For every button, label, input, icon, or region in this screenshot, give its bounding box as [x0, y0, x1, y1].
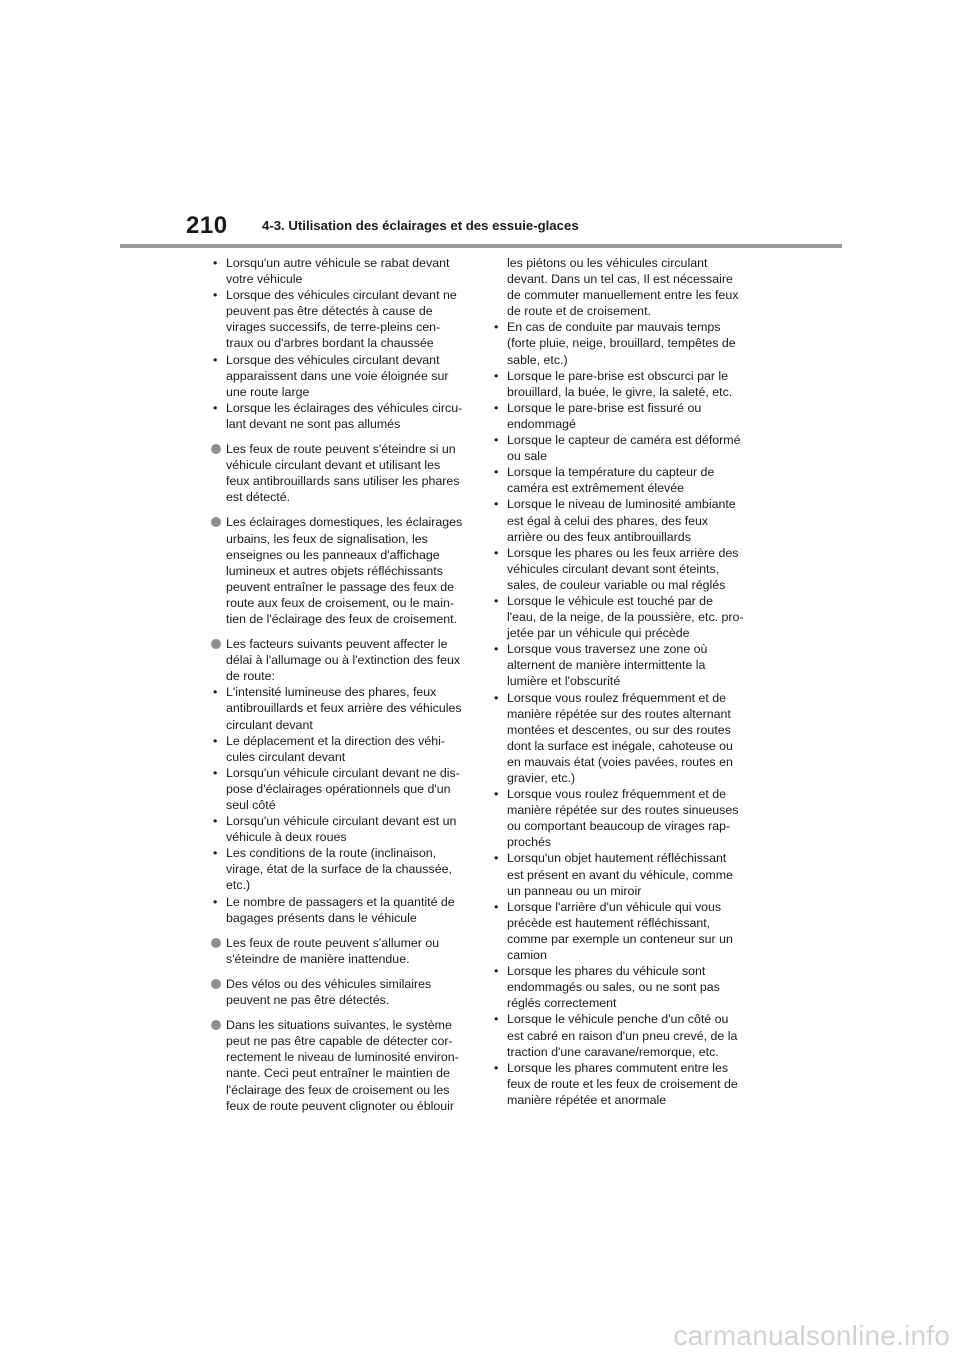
item-text: Lorsque des véhicules circulant devant ne peuvent pas être détectés à cause de virages successifs, de terre-pleins cen- traux ou d'arbres bordant la chaussée	[226, 288, 457, 351]
bullet-mark: •	[494, 851, 499, 866]
item-text: Lorsque les éclairages des véhicules circu- lant devant ne sont pas allumés	[226, 400, 463, 431]
bullet-list-item	[492, 496, 754, 544]
item-text: Le déplacement et la direction des véhi- cules circulant devant	[226, 733, 446, 764]
item-text: Dans les situations suivantes, le système peut ne pas être capable de détecter cor- rectement le niveau de luminosité environ- nante. Ceci peut entraîner le maintien de l'éclairage des feux de croisement ou les feux de route peuvent clignoter ou éblouir	[226, 1018, 459, 1113]
bullet-mark: •	[213, 685, 218, 700]
bullet-list-item	[492, 545, 754, 593]
item-text: Lorsque des véhicules circulant devant apparaissent dans une voie éloignée sur une route large	[226, 352, 449, 399]
item-text: Lorsque les phares commutent entre les feux de route et les feux de croisement de manière répétée et anormale	[507, 1060, 738, 1107]
bullet-list-item	[492, 641, 754, 689]
bullet-list-item	[492, 899, 754, 963]
bullet-list-item	[211, 287, 473, 351]
bullet-list-item	[492, 850, 754, 898]
bullet-list-item	[211, 894, 473, 926]
bullet-mark: •	[494, 320, 499, 335]
bullet-list-item	[492, 963, 754, 1011]
circle-bullet-icon	[211, 1020, 221, 1030]
watermark: carmanualsonline.info	[673, 1320, 950, 1351]
bullet-list-item	[211, 255, 473, 287]
circle-bullet-icon	[211, 639, 221, 649]
bullet-list-item	[492, 464, 754, 496]
item-text: Lorsqu'un autre véhicule se rabat devant votre véhicule	[226, 256, 450, 287]
bullet-mark: •	[494, 433, 499, 448]
item-text: Les éclairages domestiques, les éclairages urbains, les feux de signalisation, les enseignes ou les panneaux d'affichage lumineux et autres objets réfléchissants peuvent entraîner le passage des feux de route aux feux de croisement, ou le main- tien de l'éclairage des feux de croisement.	[226, 515, 463, 626]
item-text: Lorsqu'un véhicule circulant devant est un véhicule à deux roues	[226, 814, 457, 845]
item-text: Lorsque vous roulez fréquemment et de manière répétée sur des routes sinueuses ou comportant beaucoup de virages rap- prochés	[507, 787, 739, 850]
bullet-mark: •	[213, 733, 218, 748]
bullet-list-item	[492, 1011, 754, 1059]
item-text: Lorsque l'arrière d'un véhicule qui vous précède est hautement réfléchissant, comme par exemple un conteneur sur un camion	[507, 899, 733, 963]
bullet-mark: •	[494, 642, 499, 657]
item-text: Lorsque les phares ou les feux arrière des véhicules circulant devant sont éteints, sales, de couleur variable ou mal réglés	[507, 545, 739, 592]
bullet-list-item	[492, 690, 754, 787]
item-text: Des vélos ou des véhicules similaires peuvent ne pas être détectés.	[226, 976, 432, 1008]
bullet-mark: •	[213, 894, 218, 909]
bullet-list-item	[492, 593, 754, 641]
bullet-list-item	[492, 786, 754, 850]
bullet-mark: •	[494, 545, 499, 560]
bullet-list-item	[211, 684, 473, 732]
bullet-list-item	[211, 813, 473, 845]
bullet-list-item	[492, 368, 754, 400]
bullet-mark: •	[494, 1012, 499, 1027]
item-text: Lorsque les phares du véhicule sont endommagés ou sales, ou ne sont pas réglés correctement	[507, 964, 720, 1011]
item-text: Lorsqu'un objet hautement réfléchissant est présent en avant du véhicule, comme un panneau ou un miroir	[507, 851, 733, 898]
item-text: Lorsque vous traversez une zone où alternent de manière intermittente la lumière et l'obscurité	[507, 642, 708, 689]
item-text: Lorsque le capteur de caméra est déformé ou sale	[507, 433, 741, 464]
bullet-mark: •	[213, 814, 218, 829]
circle-bullet-paragraph	[211, 636, 473, 684]
item-text: Lorsqu'un véhicule circulant devant ne dis- pose d'éclairages opérationnels que d'un seul côté	[226, 765, 460, 812]
item-text: Le nombre de passagers et la quantité de bagages présents dans le véhicule	[226, 894, 455, 925]
section-title: 4-3. Utilisation des éclairages et des essuie-glaces	[262, 218, 579, 233]
paragraph-continuation	[492, 255, 754, 319]
item-text: L'intensité lumineuse des phares, feux antibrouillards et feux arrière des véhicules circulant devant	[226, 685, 462, 732]
item-text: Les feux de route peuvent s'éteindre si un véhicule circulant devant et utilisant les feux antibrouillards sans utiliser les phares est détecté.	[226, 442, 460, 505]
page-number: 210	[186, 212, 228, 239]
bullet-mark: •	[213, 352, 218, 367]
item-text: Les feux de route peuvent s'allumer ou s'éteindre de manière inattendue.	[226, 935, 440, 966]
item-text: Les facteurs suivants peuvent affecter le délai à l'allumage ou à l'extinction des feux de route:	[226, 637, 461, 684]
right-column	[492, 255, 754, 1108]
circle-bullet-paragraph	[211, 441, 473, 505]
bullet-list-item	[492, 432, 754, 464]
bullet-list-item	[492, 319, 754, 367]
bullet-mark: •	[494, 400, 499, 415]
item-text: Lorsque le pare-brise est obscurci par le brouillard, la buée, le givre, la saleté, etc.	[507, 368, 733, 399]
bullet-list-item	[211, 845, 473, 893]
bullet-mark: •	[494, 690, 499, 705]
item-text: Lorsque vous roulez fréquemment et de manière répétée sur des routes alternant montées et descentes, ou sur des routes dont la surface est inégale, cahoteuse ou en mauvais état (voies pavées, routes en gravier, etc.)	[507, 690, 733, 785]
bullet-mark: •	[494, 593, 499, 608]
header-divider	[120, 244, 842, 248]
bullet-mark: •	[494, 465, 499, 480]
bullet-mark: •	[494, 1060, 499, 1075]
circle-bullet-icon	[211, 979, 221, 989]
circle-bullet-icon	[211, 938, 221, 948]
item-text: En cas de conduite par mauvais temps (forte pluie, neige, brouillard, tempêtes de sable, etc.)	[507, 320, 736, 367]
bullet-list-item	[492, 400, 754, 432]
bullet-mark: •	[494, 787, 499, 802]
bullet-mark: •	[213, 765, 218, 780]
bullet-list-item	[211, 765, 473, 813]
bullet-mark: •	[213, 256, 218, 270]
circle-bullet-icon	[211, 517, 221, 527]
circle-bullet-paragraph	[211, 1017, 473, 1114]
bullet-list-item	[492, 1060, 754, 1108]
item-text: Lorsque le niveau de luminosité ambiante est égal à celui des phares, des feux arrière ou des feux antibrouillards	[507, 497, 736, 544]
bullet-list-item	[211, 400, 473, 432]
circle-bullet-paragraph	[211, 514, 473, 627]
circle-bullet-paragraph	[211, 976, 473, 1008]
bullet-list-item	[211, 352, 473, 400]
bullet-mark: •	[213, 288, 218, 303]
item-text: Lorsque le véhicule penche d'un côté ou est cabré en raison d'un pneu crevé, de la traction d'une caravane/remorque, etc.	[507, 1012, 738, 1059]
bullet-mark: •	[494, 899, 499, 914]
circle-bullet-paragraph	[211, 935, 473, 967]
bullet-mark: •	[213, 846, 218, 861]
left-column	[211, 255, 473, 1114]
item-text: Les conditions de la route (inclinaison, virage, état de la surface de la chaussée, etc.)	[226, 846, 452, 893]
item-text: Lorsque le pare-brise est fissuré ou endommagé	[507, 400, 702, 431]
bullet-mark: •	[494, 964, 499, 979]
bullet-mark: •	[494, 497, 499, 512]
bullet-list-item	[211, 733, 473, 765]
circle-bullet-icon	[211, 444, 221, 454]
item-text: Lorsque le véhicule est touché par de l'eau, de la neige, de la poussière, etc. pro- jetée par un véhicule qui précède	[507, 593, 744, 641]
bullet-mark: •	[213, 400, 218, 415]
item-text: Lorsque la température du capteur de caméra est extrêmement élevée	[507, 465, 715, 496]
item-text: les piétons ou les véhicules circulant devant. Dans un tel cas, Il est nécessaire de commuter manuellement entre les feux de route et de croisement.	[507, 256, 739, 319]
bullet-mark: •	[494, 368, 499, 383]
